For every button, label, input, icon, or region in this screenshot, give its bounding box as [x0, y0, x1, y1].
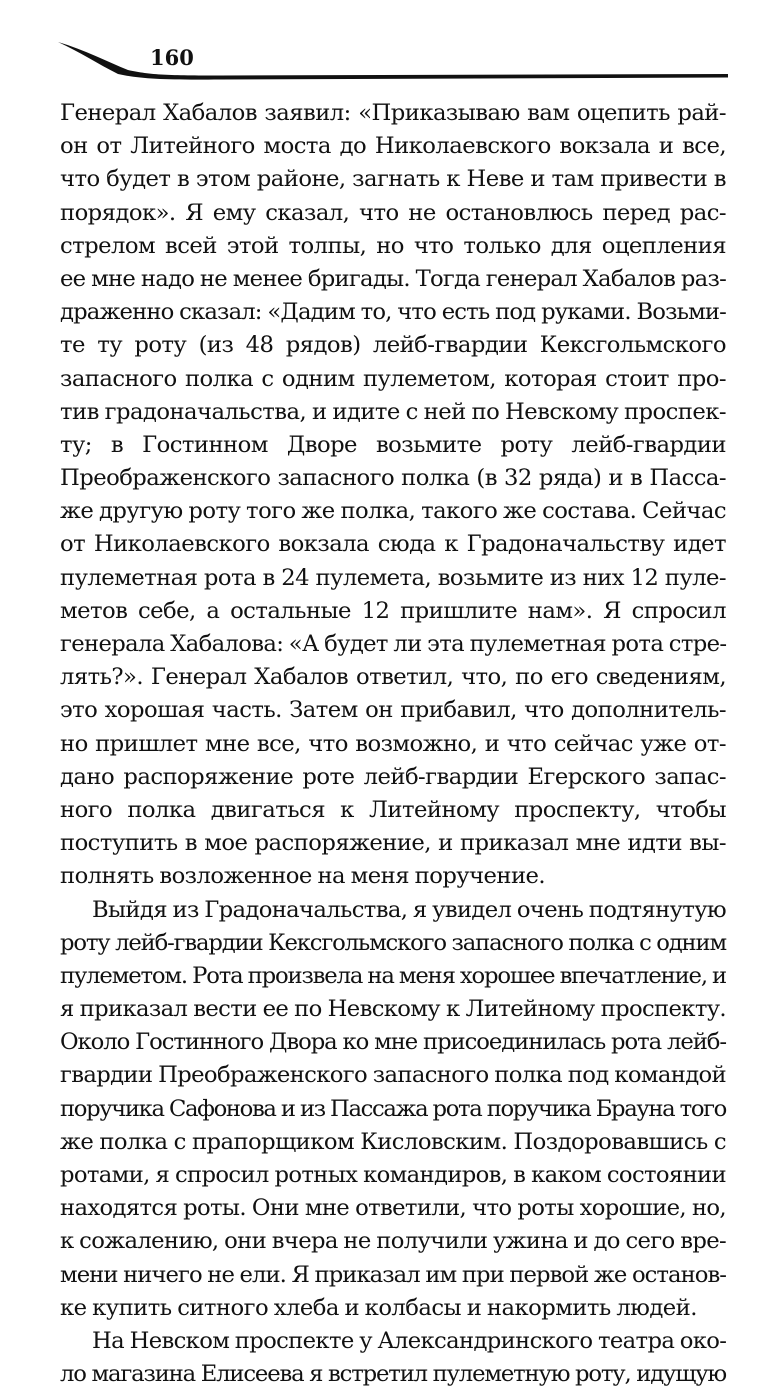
text-line: стрелом всей этой толпы, но что только для оцепления — [60, 232, 726, 259]
text-line: же полка с прапорщиком Кисловским. Поздоровавшись с — [60, 1128, 726, 1155]
text-line: драженно сказал: «Дадим то, что есть под руками. Возьми- — [60, 299, 726, 326]
text-line: На Невском проспекте у Александринского театра око- — [92, 1327, 727, 1354]
text-line: гвардии Преображенского запасного полка под командой — [60, 1062, 726, 1089]
text-line: я приказал вести ее по Невскому к Литейному проспекту. — [60, 996, 726, 1023]
text-line: ке купить ситного хлеба и колбасы и накормить людей. — [60, 1294, 697, 1321]
text-line: Генерал Хабалов заявил: «Приказываю вам оцепить рай- — [60, 100, 726, 126]
text-line: Около Гостинного Двора ко мне присоединилась рота лейб- — [60, 1029, 726, 1056]
text-line: мени ничего не ели. Я приказал им при первой же останов- — [60, 1261, 726, 1288]
text-line: запасного полка с одним пулеметом, которая стоит про- — [60, 365, 726, 392]
text-line: дано распоряжение роте лейб-гвардии Егерского запас- — [60, 763, 726, 790]
text-line: порядок». Я ему сказал, что не остановлюсь перед рас- — [60, 199, 726, 226]
running-header — [0, 0, 782, 100]
text-line: от Николаевского вокзала сюда к Градоначальству идет — [60, 531, 726, 558]
text-line: к сожалению, они вчера не получили ужина и до сего вре- — [60, 1228, 726, 1255]
text-line: роту лейб-гвардии Кексгольмского запасного полка с одним — [60, 929, 726, 956]
text-line: это хорошая часть. Затем он прибавил, что дополнитель- — [60, 697, 726, 724]
text-line: же другую роту того же полка, такого же состава. Сейчас — [60, 498, 726, 525]
text-line: лять?». Генерал Хабалов ответил, что, по его сведениям, — [60, 664, 726, 691]
text-line: ее мне надо не менее бригады. Тогда генерал Хабалов раз- — [60, 265, 726, 292]
text-line: Преображенского запасного полка (в 32 ряда) и в Пасса- — [60, 465, 726, 492]
text-line: ротами, я спросил ротных командиров, в каком состоянии — [60, 1162, 726, 1188]
header-swash-rule-icon — [0, 0, 782, 100]
text-line: но пришлет мне все, что возможно, и что сейчас уже от- — [60, 730, 726, 757]
page-number: 160 — [150, 45, 194, 70]
text-line: метов себе, а остальные 12 пришлите нам». Я спросил — [60, 597, 726, 624]
text-line: находятся роты. Они мне ответили, что роты хорошие, но, — [60, 1195, 726, 1222]
text-line: те ту роту (из 48 рядов) лейб-гвардии Кексгольмского — [60, 332, 726, 359]
text-line: Выйдя из Градоначальства, я увидел очень подтянутую — [92, 896, 726, 923]
text-line: пулеметом. Рота произвела на меня хорошее впечатление, и — [60, 962, 726, 989]
text-line: генерала Хабалова: «А будет ли эта пулеметная рота стре- — [60, 631, 727, 657]
text-line: что будет в этом районе, загнать к Неве и там привести в — [60, 166, 726, 193]
text-line: поступить в мое распоряжение, и приказал мне идти вы- — [60, 830, 726, 857]
text-line: ло магазина Елисеева я встретил пулеметную роту, идущую — [60, 1361, 726, 1388]
text-line: поручика Сафонова и из Пассажа рота поручика Брауна того — [60, 1095, 726, 1122]
text-line: тив градоначальства, и идите с ней по Невскому проспек- — [60, 398, 726, 425]
text-line: пулеметная рота в 24 пулемета, возьмите из них 12 пуле- — [60, 564, 726, 591]
text-line: ного полка двигаться к Литейному проспекту, чтобы — [60, 796, 726, 823]
text-line: он от Литейного моста до Николаевского вокзала и все, — [60, 133, 726, 160]
text-line: полнять возложенное на меня поручение. — [60, 863, 546, 890]
body-text — [60, 97, 726, 1391]
text-line: ту; в Гостинном Дворе возьмите роту лейб-гвардии — [60, 431, 726, 458]
